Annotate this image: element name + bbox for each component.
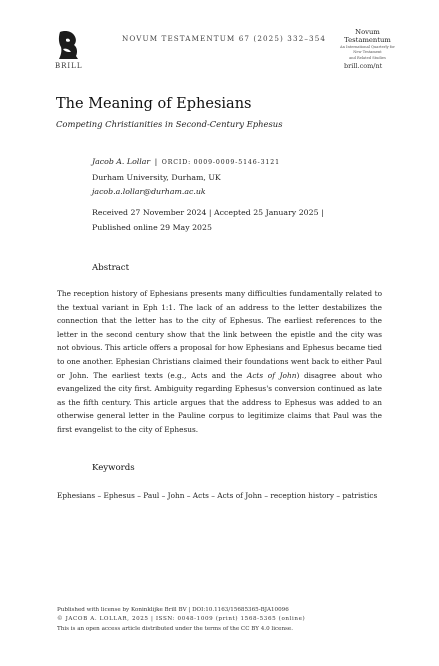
orcid-label: ORCID: bbox=[161, 159, 192, 166]
journal-subtitle-line: and Related Studies bbox=[349, 55, 386, 60]
separator: | bbox=[152, 157, 160, 166]
running-head: NOVUM TESTAMENTUM 67 (2025) 332–354 bbox=[122, 34, 327, 43]
article-title: The Meaning of Ephesians bbox=[56, 96, 252, 112]
publisher-name: BRILL bbox=[55, 62, 83, 70]
dates-block bbox=[92, 206, 324, 235]
received-date: Received 27 November 2024 bbox=[92, 208, 207, 217]
accepted-date: Accepted 25 January 2025 bbox=[214, 208, 319, 217]
published-date: Published online 29 May 2025 bbox=[92, 222, 212, 232]
journal-title-block bbox=[340, 28, 395, 60]
author-line bbox=[92, 155, 280, 171]
footer bbox=[57, 606, 305, 634]
keywords-heading: Keywords bbox=[92, 463, 135, 473]
separator: | bbox=[318, 208, 324, 217]
article-subtitle: Competing Christianities in Second-Century Ephesus bbox=[56, 119, 283, 129]
author-email-link[interactable]: jacob.a.lollar@durham.ac.uk bbox=[92, 187, 206, 196]
abstract-text-part: ) disagree about who evangelized the city first. Ambiguity regarding Ephesus's conversion continued as late as the fifth century. This article argues that the address to Ephesus was added to an otherwise general letter in the Pauline corpus to legitimize claims that Paul was the first evangelist to the city of Ephesus. bbox=[57, 370, 382, 434]
abstract-text-part: The reception history of Ephesians presents many difficulties fundamentally related to the textual variant in Eph 1:1. The lack of an address to the letter destabilizes the connection that the letter has to the city of Ephesus. The earliest references to the letter in the second century show that the link between the epistle and the city was not obvious. This article offers a proposal for how Ephesians and Ephesus became tied to one another. Ephesian Christians claimed their foundations went back to either Paul or John. The earliest texts (e.g., Acts and the bbox=[57, 289, 382, 380]
keywords-text: Ephesians – Ephesus – Paul – John – Acts – Acts of John – reception history – patristics bbox=[57, 491, 378, 500]
journal-title-line: Testamentum bbox=[344, 36, 391, 44]
journal-subtitle-line: An International Quarterly for bbox=[340, 45, 395, 49]
abstract-italic-title: Acts of John bbox=[247, 370, 297, 380]
journal-url-link[interactable]: brill.com/nt bbox=[344, 62, 383, 70]
author-name: Jacob A. Lollar bbox=[92, 157, 151, 166]
abstract-text bbox=[57, 287, 382, 437]
author-affiliation: Durham University, Durham, UK bbox=[92, 172, 221, 182]
journal-subtitle-line: New Testament bbox=[353, 50, 382, 55]
dates-line bbox=[92, 206, 324, 221]
footer-open-access-line: This is an open access article distributed under the terms of the CC BY 4.0 license. bbox=[57, 625, 294, 632]
brill-logo-icon bbox=[57, 30, 79, 60]
abstract-heading: Abstract bbox=[92, 263, 130, 273]
footer-copyright-line: © JACOB A. LOLLAR, 2025 | ISSN: 0048-1009 (print) 1568-5365 (online) bbox=[57, 616, 306, 623]
footer-license-line: Published with license by Koninklijke Brill BV | DOI:10.1163/15685365-BJA10096 bbox=[57, 607, 289, 613]
orcid-link[interactable]: 0009-0009-5146-3121 bbox=[193, 159, 280, 166]
separator: | bbox=[206, 208, 215, 217]
journal-title-line: Novum bbox=[355, 28, 380, 36]
author-block bbox=[92, 155, 280, 200]
